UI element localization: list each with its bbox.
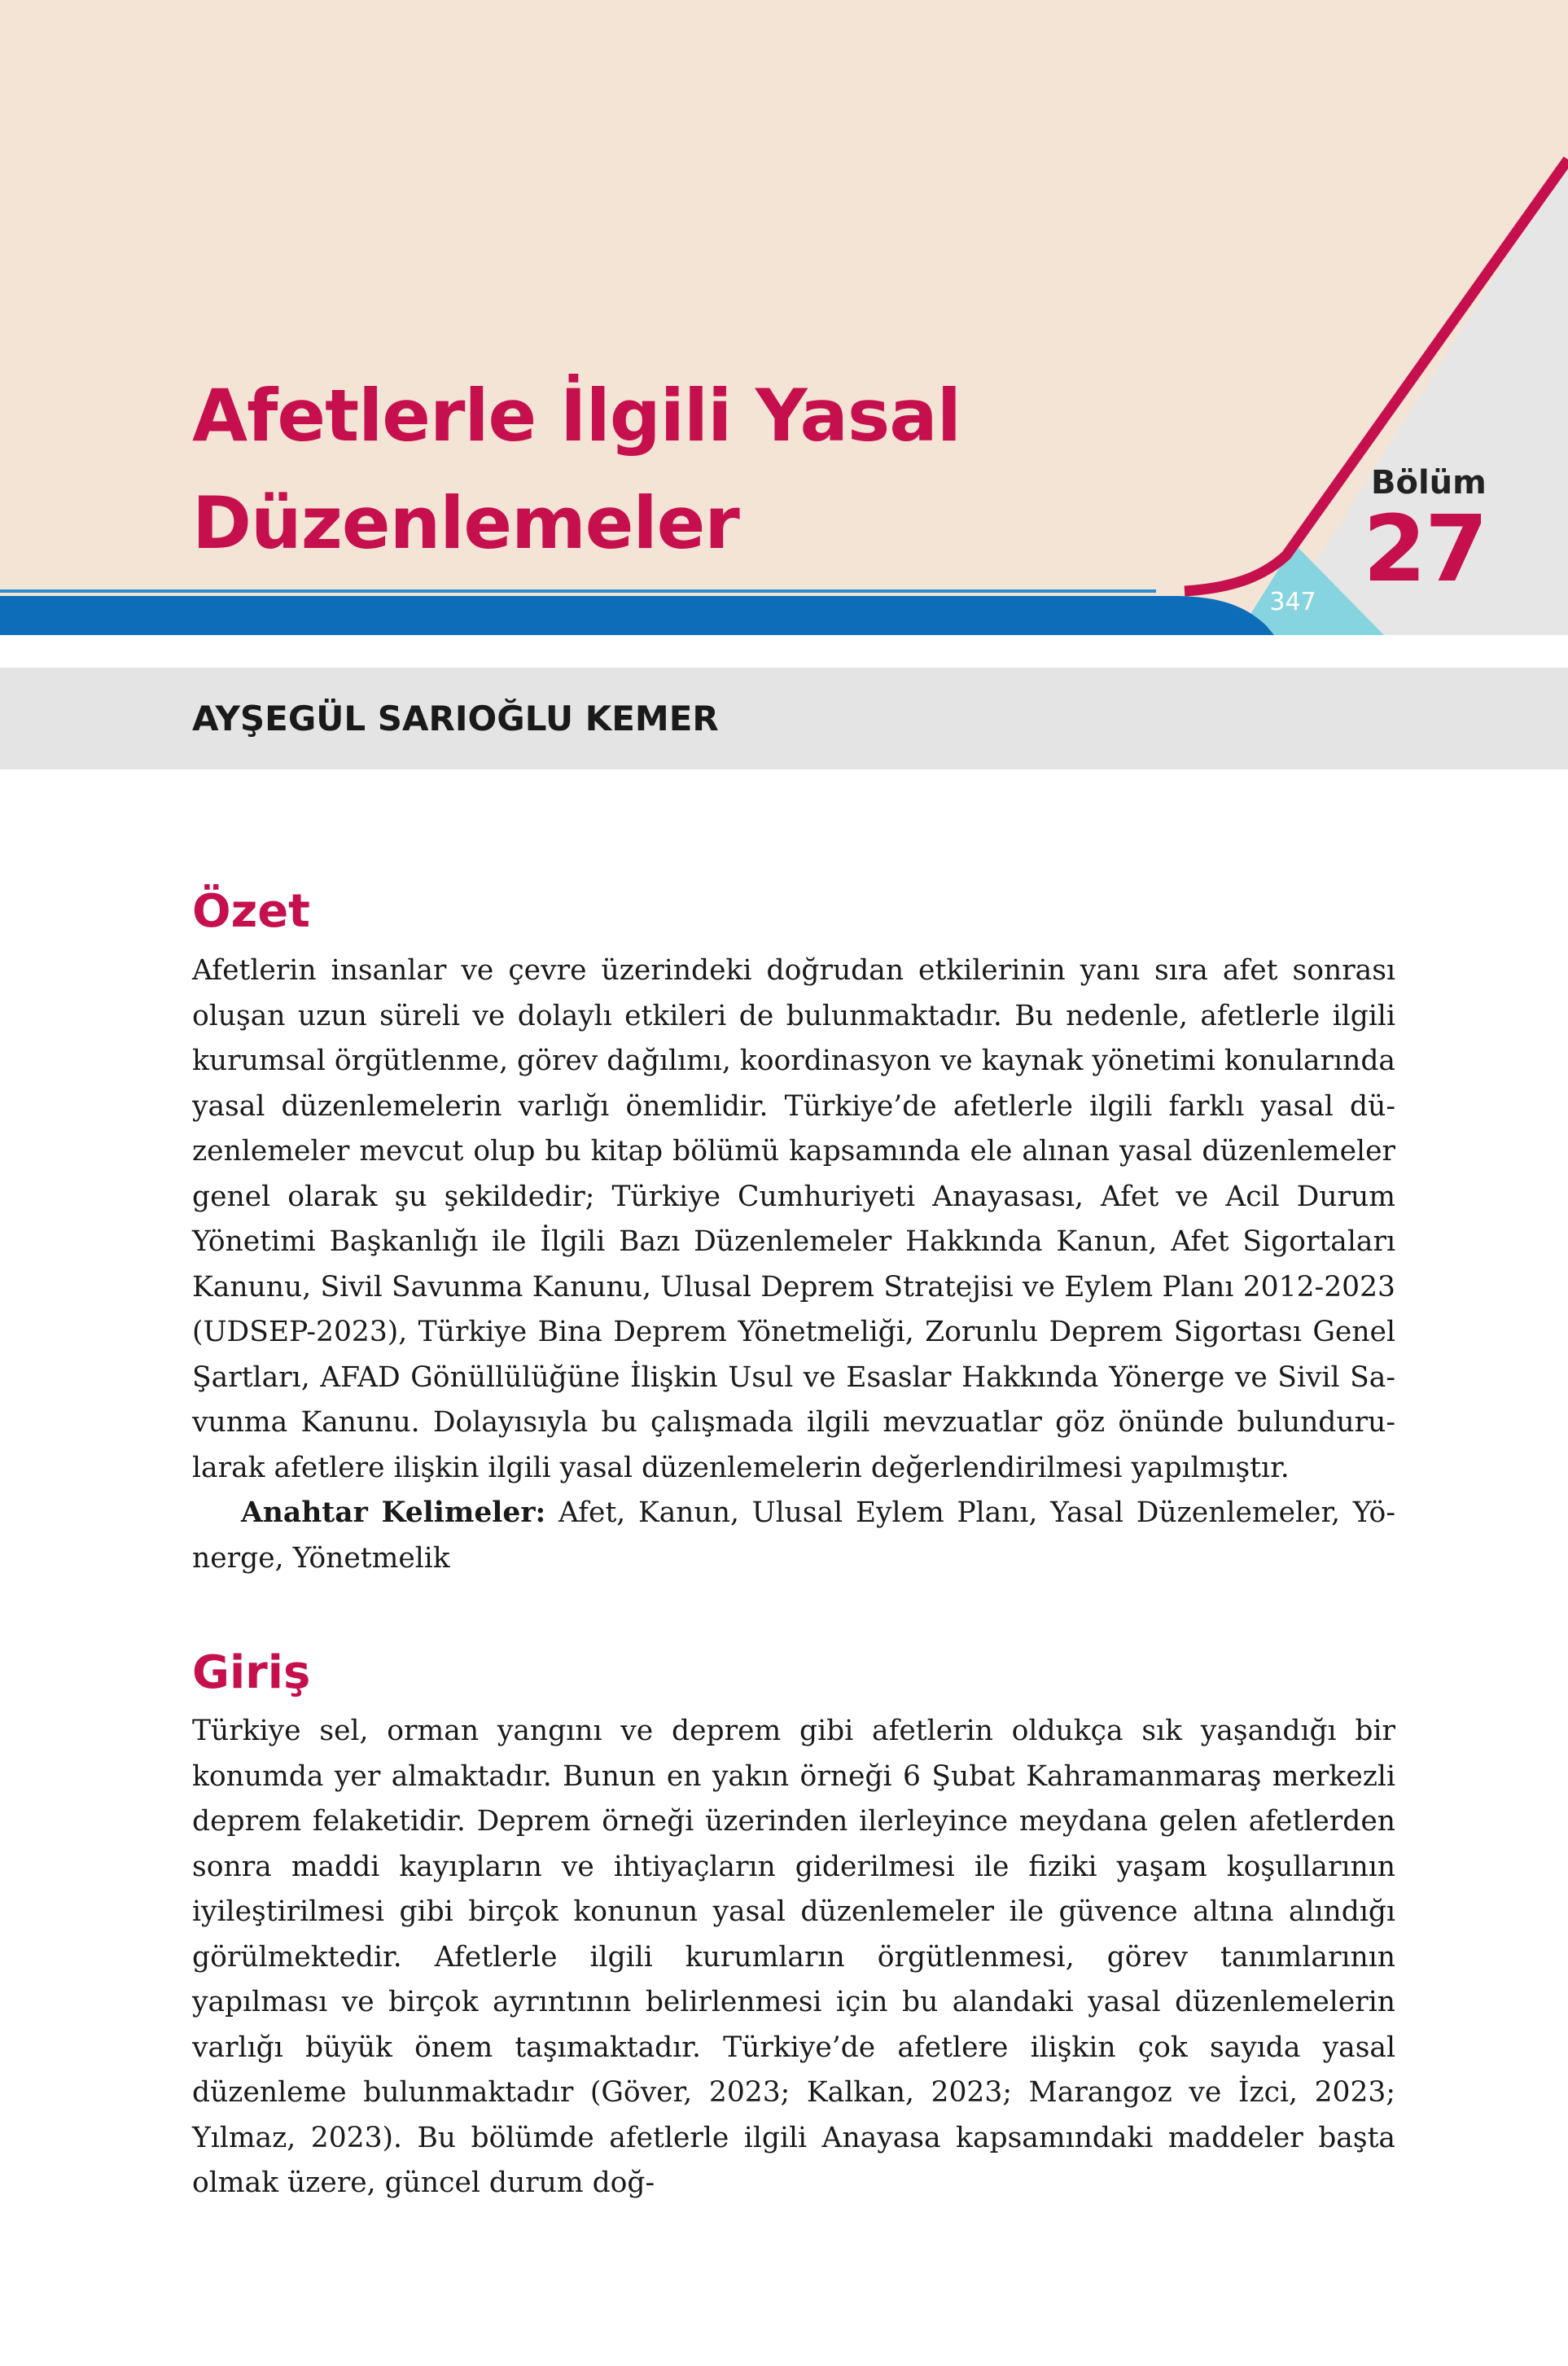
chapter-title — [192, 362, 1332, 577]
intro-body: Türkiye sel, orman yangını ve deprem gibi afetlerin oldukça sık yaşandığı bir konumda yer almaktadır. Bunun en yakın örneği 6 Şubat Kahramanmaraş merkezli deprem felaketidir. Deprem örneği üzerinden ilerleyince meydana gelen afetlerden sonra maddi kayıpların ve ihtiyaçların giderilmesi ile fiziki yaşam koşullarının iyileştirilmesi gibi birçok konunun yasal düzenlemeler ile güvence altına alındığı görülmektedir. Afetlerle ilgili kurumların örgütlenmesi, görev tanımlarının yapılması ve birçok ayrıntının belirlenmesi için bu alandaki yasal düzenlemelerin varlığı büyük önem taşımaktadır. Türkiye’de afetlere ilişkin çok sayıda yasal düzenleme bulunmaktadır (Göver, 2023; Kalkan, 2023; Marangoz ve İzci, 2023; Yılmaz, 2023). Bu bölümde afetlerle ilgili Anayasa kapsamındaki maddeler başta olmak üzere, güncel durum doğ- — [192, 1715, 1395, 2199]
header-blue-band — [0, 596, 1274, 635]
chapter-label: Bölüm — [1371, 464, 1487, 502]
keywords-label: Anahtar Kelimeler: — [241, 1496, 546, 1529]
page-number: 347 — [1269, 588, 1316, 616]
chapter-title-line-2: Düzenlemeler — [192, 481, 739, 565]
author-name: AYŞEGÜL SARIOĞLU KEMER — [192, 699, 719, 738]
summary-body: Afetlerin insanlar ve çevre üzerindeki doğrudan etkilerinin yanı sıra afet sonrası oluşan uzun süreli ve dolaylı etkileri de bulunmaktadır. Bu nedenle, afetlerle ilgili kurumsal örgütlenme, görev dağılımı, koordinasyon ve kaynak yönetimi konularında yasal düzenlemelerin varlığı önemlidir. Türkiye’de afetlerle ilgili farklı yasal düzenlemeler mevcut olup bu kitap bölümü kapsamında ele alınan yasal düzenlemeler genel olarak şu şekildedir; Türkiye Cumhuriyeti Anayasası, Afet ve Acil Durum Yönetimi Başkanlığı ile İlgili Bazı Düzenlemeler Hakkında Kanun, Afet Sigortaları Kanunu, Sivil Savunma Kanunu, Ulusal Deprem Stratejisi ve Eylem Planı 2012-2023 (UDSEP-2023), Türkiye Bina Deprem Yönetmeliği, Zorunlu Deprem Sigortası Genel Şartları, AFAD Gönüllülüğüne İlişkin Usul ve Esaslar Hakkında Yönerge ve Sivil Savunma Kanunu. Dolayısıyla bu çalışmada ilgili mevzuatlar göz önünde bulundurularak afetlere ilişkin ilgili yasal düzenlemelerin değerlendirilmesi yapılmıştır. — [192, 954, 1395, 1484]
intro-heading: Giriş — [192, 1646, 311, 1699]
chapter-title-line-1: Afetlerle İlgili Yasal — [192, 374, 961, 458]
keywords-paragraph — [192, 1491, 1395, 1581]
keywords-list: Afet, Kanun, Ulusal Eylem Planı, Yasal Düzenlemeler, Yönerge, Yönetmelik — [192, 1496, 1396, 1575]
chapter-number: 27 — [1363, 497, 1487, 602]
summary-heading: Özet — [192, 885, 310, 938]
